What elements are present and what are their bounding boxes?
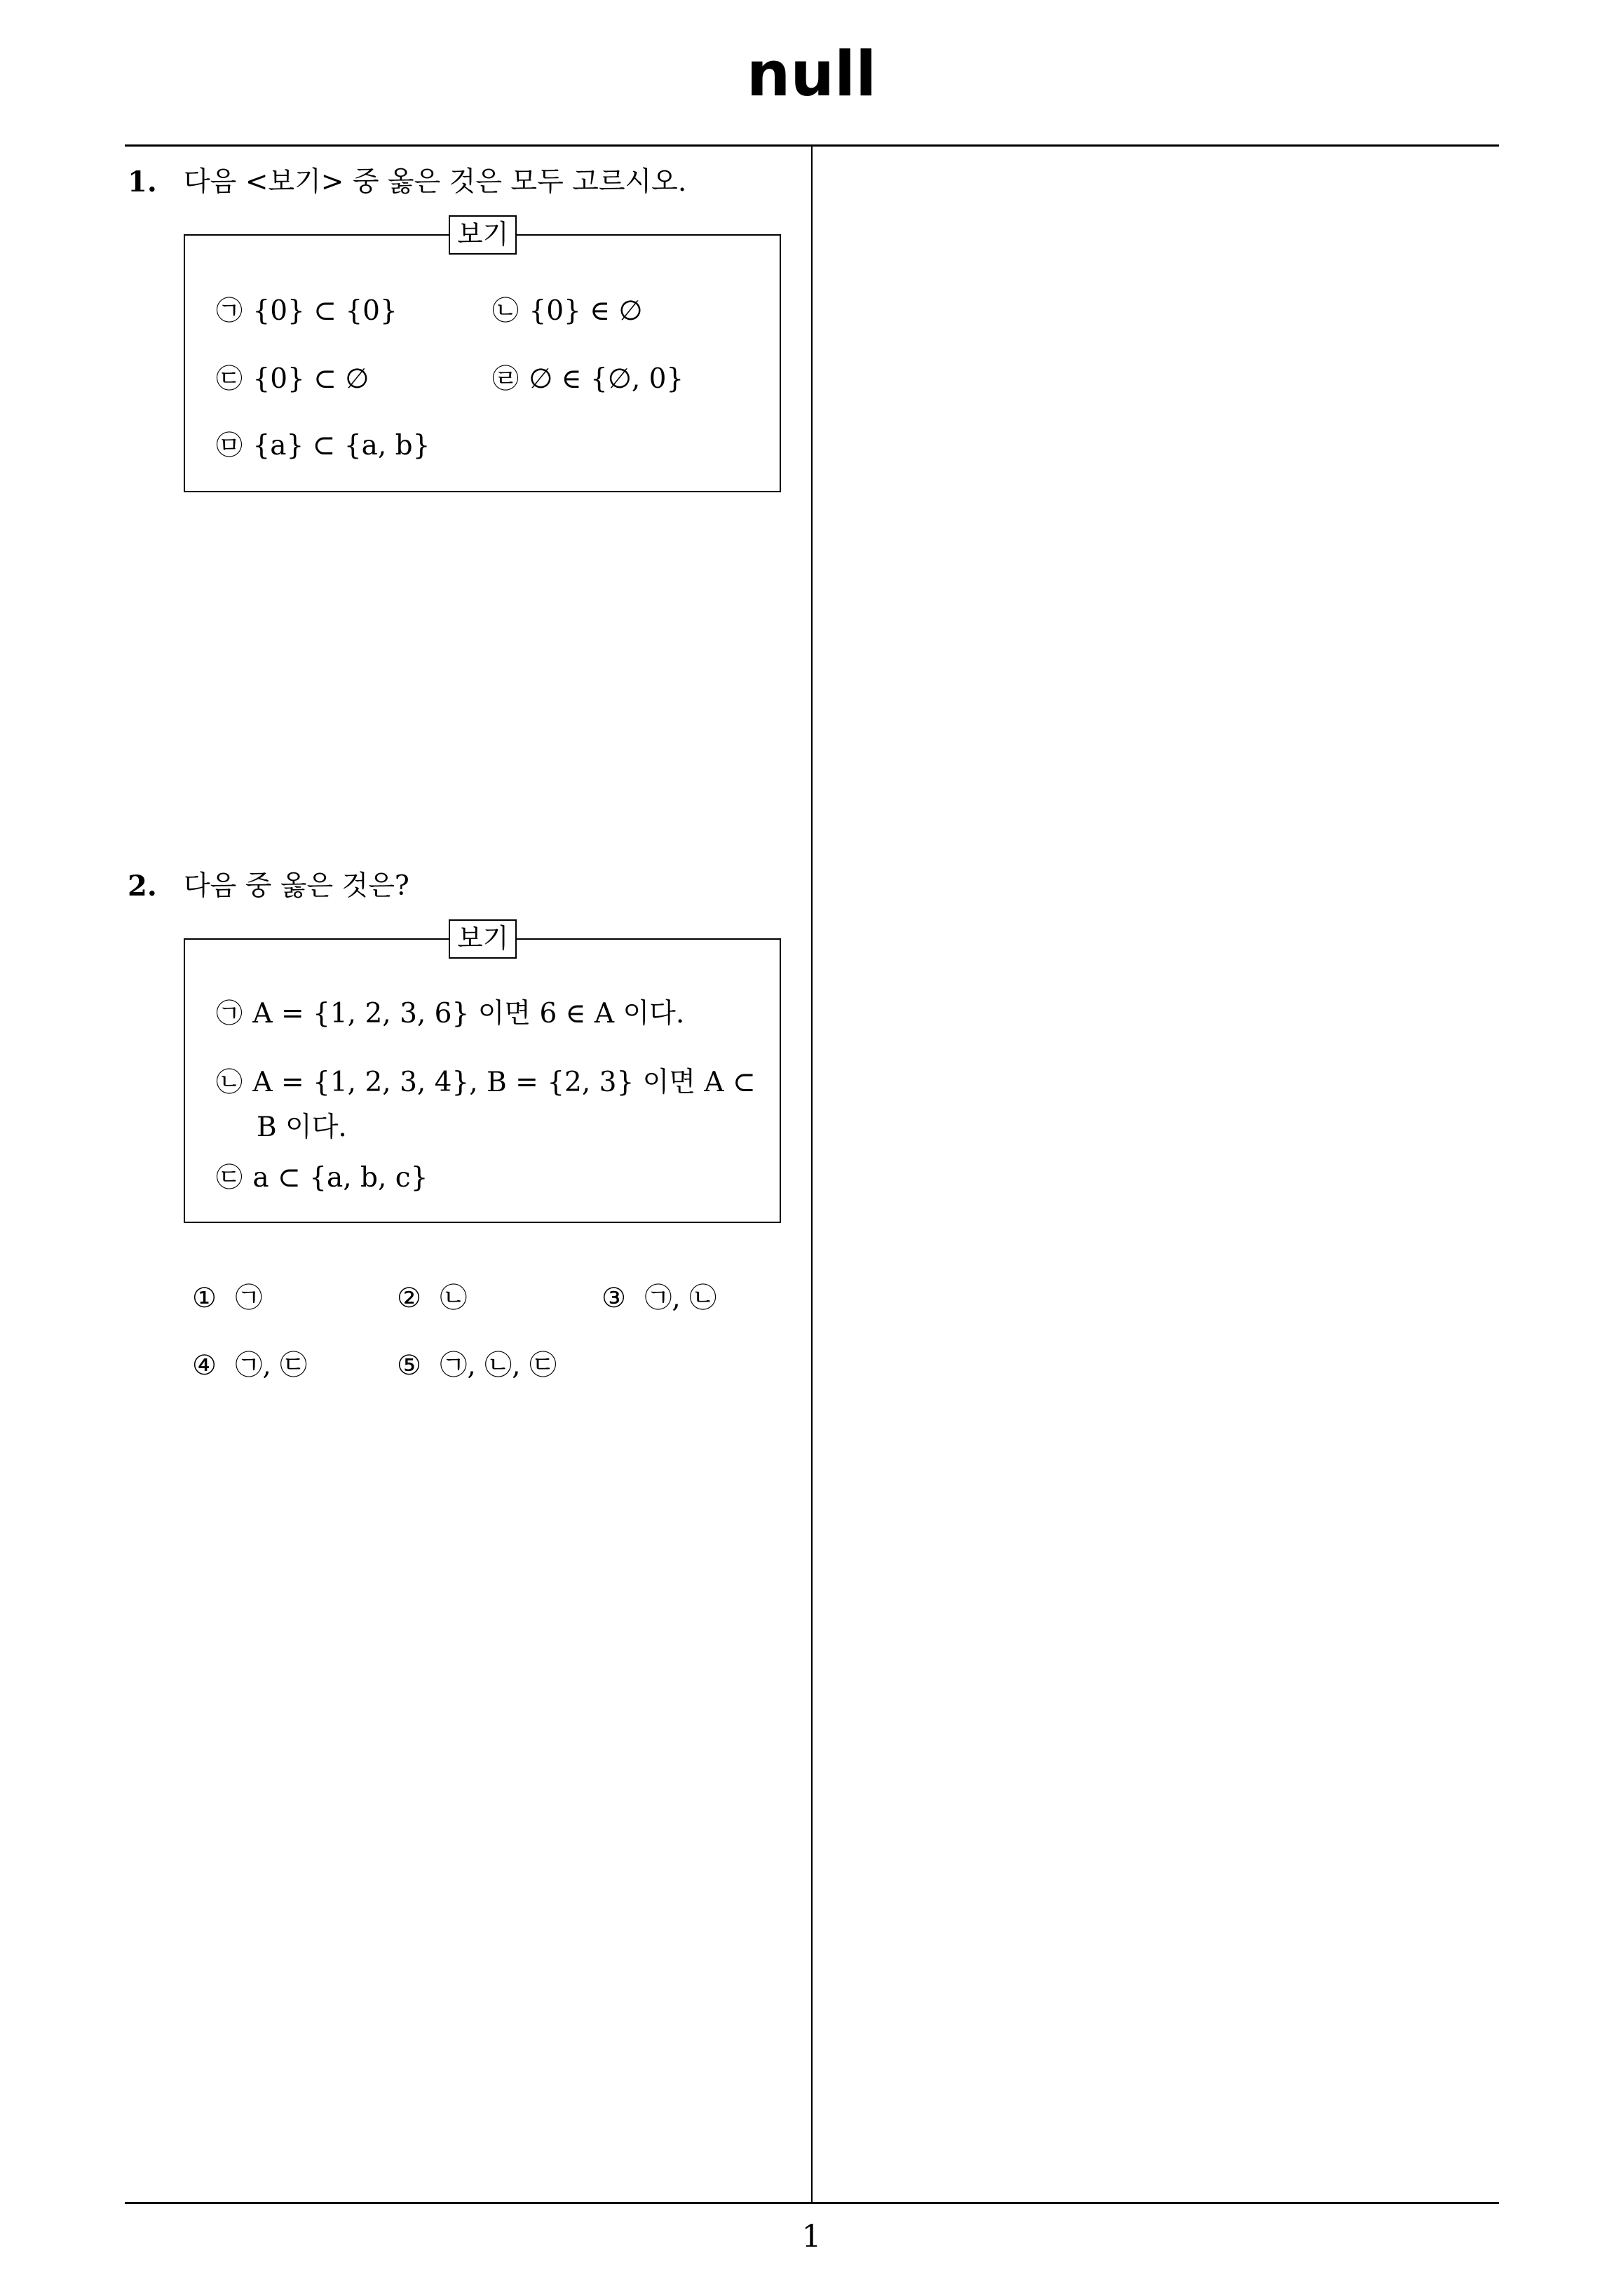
problem-1-item-3 <box>216 365 369 393</box>
item-marker: ㉠ <box>216 295 243 326</box>
column-divider <box>811 144 813 2203</box>
item-marker: ㉤ <box>216 430 243 461</box>
footer-rule <box>125 2202 1499 2204</box>
problem-2-number: 2. <box>128 870 157 903</box>
problem-2-bogi-label: 보기 <box>449 919 517 959</box>
problem-1-item-5 <box>216 432 430 459</box>
problem-2-item-3 <box>216 1162 428 1194</box>
item-marker: ㉡ <box>492 295 520 326</box>
item-text: {0} ∈ ∅ <box>529 295 643 327</box>
answer-choice-2[interactable] <box>397 1285 467 1312</box>
answer-choice-5[interactable] <box>397 1350 557 1382</box>
answer-choice-3[interactable] <box>602 1285 717 1312</box>
choice-text: ㉠, ㉢ <box>235 1350 308 1382</box>
item-text: ∅ ∈ {∅, 0} <box>529 363 684 395</box>
item-text: {a} ⊂ {a, b} <box>252 430 430 461</box>
problem-2-item-2-continuation: B 이다. <box>257 1112 347 1143</box>
page-title: null <box>746 38 877 110</box>
problem-2-text: 다음 중 옳은 것은? <box>184 870 409 902</box>
answer-choice-1[interactable] <box>192 1285 262 1312</box>
problem-1-number: 1. <box>128 166 157 198</box>
item-text: A = {1, 2, 3, 6} 이면 6 ∈ A 이다. <box>252 998 685 1029</box>
choice-text: ㉠, ㉡ <box>644 1283 717 1314</box>
item-marker: ㉠ <box>216 998 243 1029</box>
item-marker: ㉢ <box>216 1162 243 1193</box>
choice-number: ③ <box>602 1283 626 1314</box>
problem-2-item-2 <box>216 1069 756 1096</box>
choice-text: ㉠, ㉡, ㉢ <box>440 1350 557 1382</box>
choice-number: ① <box>192 1283 217 1314</box>
problem-2-item-1 <box>216 1000 684 1027</box>
item-marker: ㉡ <box>216 1067 243 1098</box>
choice-number: ④ <box>192 1350 217 1382</box>
problem-1-item-2 <box>492 297 642 325</box>
choice-number: ⑤ <box>397 1350 421 1382</box>
item-text: {0} ⊂ ∅ <box>252 363 369 395</box>
item-text: a ⊂ {a, b, c} <box>252 1162 428 1194</box>
problem-1-item-1 <box>216 297 398 325</box>
problem-1-item-4 <box>492 365 684 393</box>
answer-choice-4[interactable] <box>192 1350 308 1382</box>
choice-text: ㉠ <box>235 1283 263 1314</box>
item-text: A = {1, 2, 3, 4}, B = {2, 3} 이면 A ⊂ <box>252 1067 756 1098</box>
item-marker: ㉣ <box>492 363 520 394</box>
problem-1-bogi-label: 보기 <box>449 215 517 255</box>
problem-1-text: 다음 <보기> 중 옳은 것은 모두 고르시오. <box>184 166 687 198</box>
item-marker: ㉢ <box>216 363 243 394</box>
item-text: {0} ⊂ {0} <box>252 295 398 327</box>
page-number: 1 <box>801 2219 822 2255</box>
choice-number: ② <box>397 1283 421 1314</box>
choice-text: ㉡ <box>440 1283 468 1314</box>
